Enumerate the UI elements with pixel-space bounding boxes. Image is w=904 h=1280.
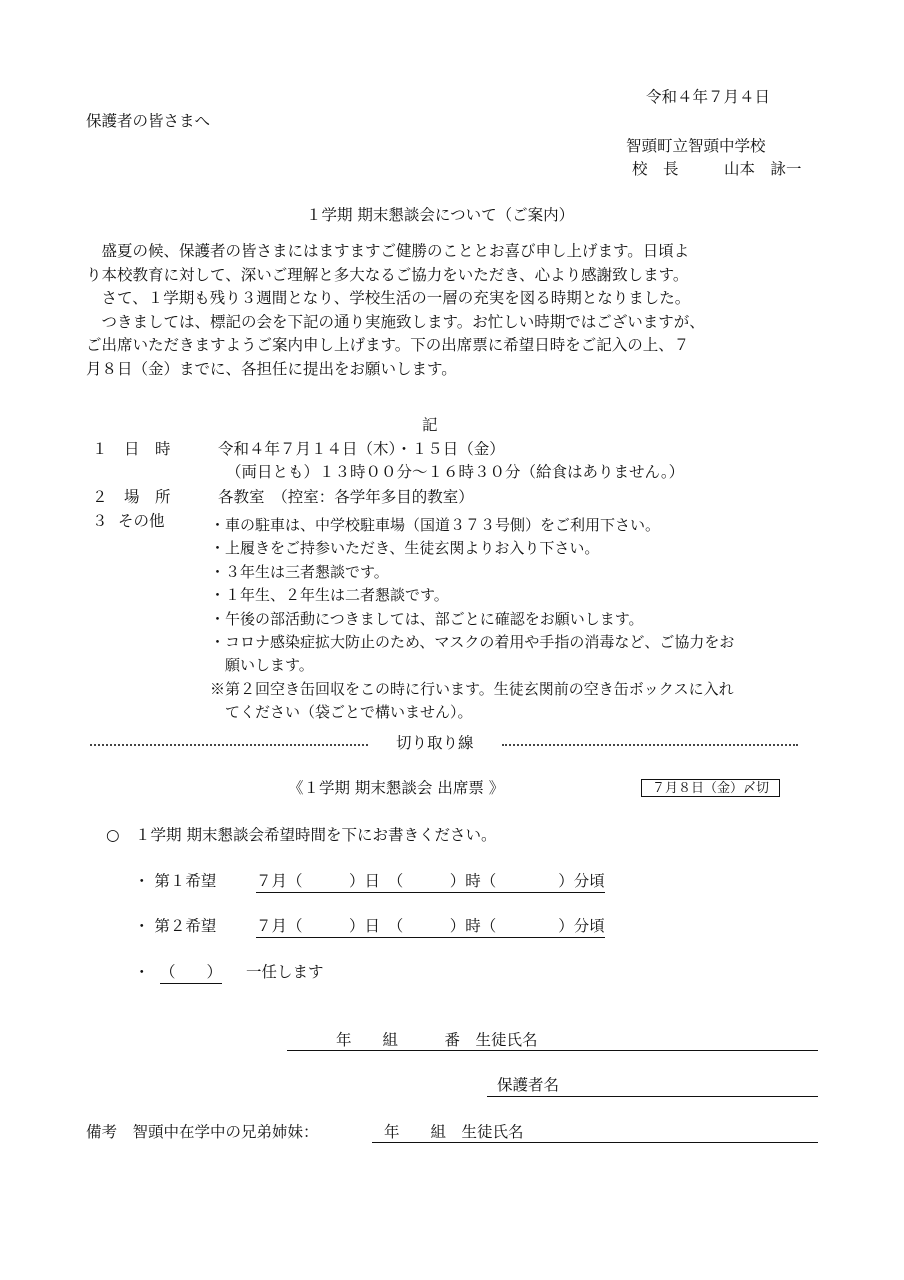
student-line-label: 年 組 番 生徒氏名 (336, 1031, 538, 1049)
body-paragraph (86, 240, 822, 381)
document-date: 令和４年７月４日 (646, 88, 771, 106)
choice3-bullet: ・ (134, 963, 150, 981)
list-item: ・１年生、２年生は二者懇談です。 (210, 586, 449, 605)
body-line: さて、１学期も残り３週間となり、学校生活の一層の充実を図る時期となりました。 (86, 289, 691, 307)
ki-heading: 記 (422, 416, 438, 434)
item2-place: 各教室 （控室：各学年多目的教室） (218, 488, 474, 506)
choice1-field[interactable]: ７月（ ）日 （ ）時（ ）分頃 (256, 874, 605, 893)
school-name: 智頭町立智頭中学校 (626, 137, 766, 155)
item1-number: １ (92, 440, 108, 458)
document-title: １学期 期末懇談会について（ご案内） (306, 206, 575, 224)
deadline-box: ７月８日（金）〆切 (641, 779, 780, 797)
body-line: 月８日（金）までに、各担任に提出をお願いします。 (86, 359, 457, 378)
choice3-checkbox[interactable]: （ ） (160, 965, 222, 984)
cut-dots-left (90, 744, 368, 747)
student-line[interactable] (287, 1050, 818, 1051)
body-line: ご出席いただきますようご案内申し上げます。下の出席票に希望日時をご記入の上、７ (86, 336, 690, 354)
list-item: ・コロナ感染症拡大防止のため、マスクの着用や手指の消毒など、ご協力をお (210, 633, 735, 652)
list-item: ・車の駐車は、中学校駐車場（国道３７３号側）をご利用下さい。 (210, 516, 661, 534)
item2-number: ２ (92, 488, 108, 506)
principal-title: 校 長 (632, 160, 679, 178)
list-item: ・３年生は三者懇談です。 (210, 562, 389, 581)
list-item: 願いします。 (210, 656, 314, 675)
remarks-line[interactable] (372, 1142, 818, 1143)
item1-label: 日 時 (124, 440, 171, 458)
list-item: ※第２回空き缶回収をこの時に行います。生徒玄関前の空き缶ボックスに入れ (210, 679, 734, 698)
remarks-label: 備考 智頭中在学中の兄弟姉妹： (86, 1123, 319, 1141)
item1-time: （両日とも）１３時００分～１６時３０分（給食はありません。） (226, 463, 685, 481)
body-line: り本校教育に対して、深いご理解と多大なるご協力をいただき、心より感謝致します。 (86, 265, 689, 284)
cut-dots-right (502, 744, 798, 747)
form-title: 《１学期 期末懇談会 出席票 》 (288, 779, 505, 797)
others-list (210, 514, 734, 725)
list-item: ・午後の部活動につきましては、部ごとに確認をお願いします。 (210, 609, 644, 628)
list-item: てください（袋ごとで構いません）。 (210, 703, 473, 722)
cut-line-label: 切り取り線 (396, 734, 474, 752)
form-instruction: ○ １学期 期末懇談会希望時間を下にお書きください。 (106, 826, 497, 844)
item2-label: 場 所 (124, 488, 171, 506)
item1-date: 令和４年７月１４日（木）・１５日（金） (218, 440, 505, 458)
body-line: 盛夏の候、保護者の皆さまにはますますご健勝のこととお喜び申し上げます。日頃よ (86, 242, 690, 260)
list-item: ・上履きをご持参いただき、生徒玄関よりお入り下さい。 (210, 539, 600, 558)
item3-label: その他 (118, 512, 165, 530)
item3-number: ３ (92, 512, 108, 530)
choice2-field[interactable]: ７月（ ）日 （ ）時（ ）分頃 (256, 919, 605, 938)
body-line: つきましては、標記の会を下記の通り実施致します。お忙しい時期ではございますが、 (86, 312, 705, 331)
recipient: 保護者の皆さまへ (86, 112, 211, 130)
choice2-label: ・ 第２希望 (134, 917, 217, 935)
principal-name: 山本 詠一 (724, 160, 802, 178)
remarks-fill-label: 年 組 生徒氏名 (384, 1123, 524, 1141)
guardian-label: 保護者名 (497, 1076, 560, 1094)
guardian-line[interactable] (487, 1096, 818, 1097)
choice1-label: ・ 第１希望 (134, 872, 217, 890)
choice3-label: 一任します (246, 963, 324, 981)
